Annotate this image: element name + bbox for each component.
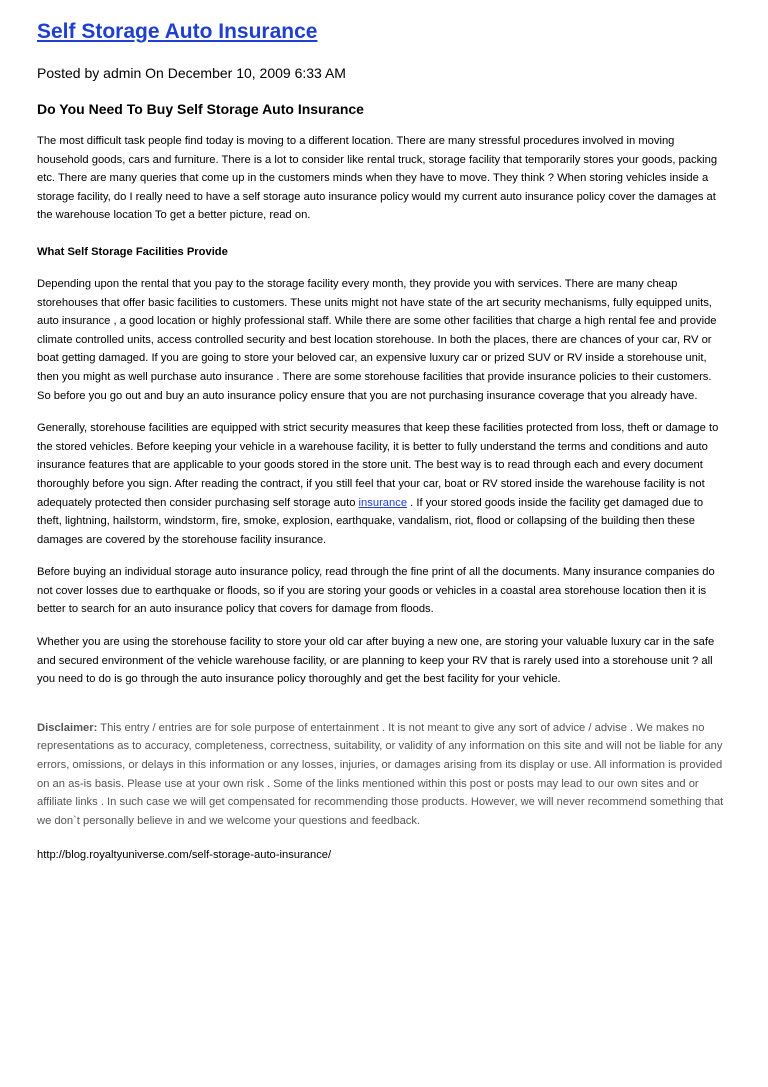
disclaimer-text: This entry / entries are for sole purpose of entertainment . It is not meant to give any sort of advice / advise . We makes no representations as to accuracy, completeness, correctness, suitability, or validity of any information on this site and will not be liable for any errors, omissions, or delays in this information or any losses, injuries, or damages arising from its display or use. All information is provided on an as-is basis. Please use at your own risk . Some of the links mentioned within this post or posts may lead to our own sites and or affiliate links . In such case we will get compensated for recommending those products. However, we will never recommend something that we don`t personally believe in and we welcome your questions and feedback. xyxy=(37,721,724,827)
paragraph-4: Whether you are using the storehouse facility to store your old car after buying a new one, are storing your valuable luxury car in the safe and secured environment of the vehicle warehouse facility, or are planning to keep your RV that is rarely used into a storehouse unit ? all you need to do is go through the auto insurance policy thoroughly and get the best facility for your vehicle. xyxy=(37,636,715,686)
document-page xyxy=(37,18,727,864)
paragraph-2 xyxy=(37,419,727,549)
post-title-link[interactable]: Self Storage Auto Insurance xyxy=(37,20,318,43)
source-url: http://blog.royaltyuniverse.com/self-storage-auto-insurance/ xyxy=(37,849,332,862)
disclaimer-label: Disclaimer: xyxy=(37,721,98,734)
post-heading: Do You Need To Buy Self Storage Auto Insurance xyxy=(37,101,364,117)
section-subheading: What Self Storage Facilities Provide xyxy=(37,245,228,258)
paragraph-1: Depending upon the rental that you pay to the storage facility every month, they provide you with services. There are many cheap storehouses that offer basic facilities to customers. These units might not have state of the art security mechanisms, fully equipped units, auto insurance , a good location or highly professional staff. While there are some other facilities that charge a high rental fee and provide climate controlled units, access controlled security and best location storehouse. In both the places, there are chances of your car, RV or boat getting damaged. If you are going to store your beloved car, an expensive luxury car or prized SUV or RV inside a storehouse unit, then you might as well purchase auto insurance . There are some storehouse facilities that provide insurance policies to their customers. So before you go out and buy an auto insurance policy ensure that you are not purchasing insurance coverage that you already have. xyxy=(37,277,717,402)
paragraph-3: Before buying an individual storage auto insurance policy, read through the fine print of all the documents. Many insurance companies do not cover losses due to earthquake or floods, so if you are storing your goods or vehicles in a coastal area storehouse location then it is better to search for an auto insurance policy that covers for damage from floods. xyxy=(37,566,715,616)
paragraph-2-text-after: . If your stored goods inside the facility get damaged due to theft, lightning, hailstorm, windstorm, fire, smoke, explosion, earthquake, vandalism, riot, flood or collapsing of the building then these damages are covered by the storehouse facility insurance. xyxy=(37,496,704,546)
paragraph-2-text-before: Generally, storehouse facilities are equipped with strict security measures that keep these facilities protected from loss, theft or damage to the stored vehicles. Before keeping your vehicle in a warehouse facility, it is better to fully understand the terms and conditions and auto insurance features that are applicable to your goods stored in the store unit. The best way is to read through each and every document thoroughly before you sign. After reading the contract, if you still feel that your car, boat or RV stored inside the warehouse facility is not adequately protected then consider purchasing self storage auto xyxy=(37,422,719,509)
intro-paragraph: The most difficult task people find today is moving to a different location. There are many stressful procedures involved in moving household goods, cars and furniture. There is a lot to consider like rental truck, storage facility that temporarily stores your goods, packing etc. There are many queries that come up in the customers minds when they have to move. They think ? When storing vehicles inside a storage facility, do I really need to have a self storage auto insurance policy would my current auto insurance policy cover the damages at the warehouse location To get a better picture, read on. xyxy=(37,135,718,222)
disclaimer xyxy=(37,719,727,831)
post-meta: Posted by admin On December 10, 2009 6:33 AM xyxy=(37,65,346,81)
insurance-link[interactable]: insurance xyxy=(358,496,408,509)
